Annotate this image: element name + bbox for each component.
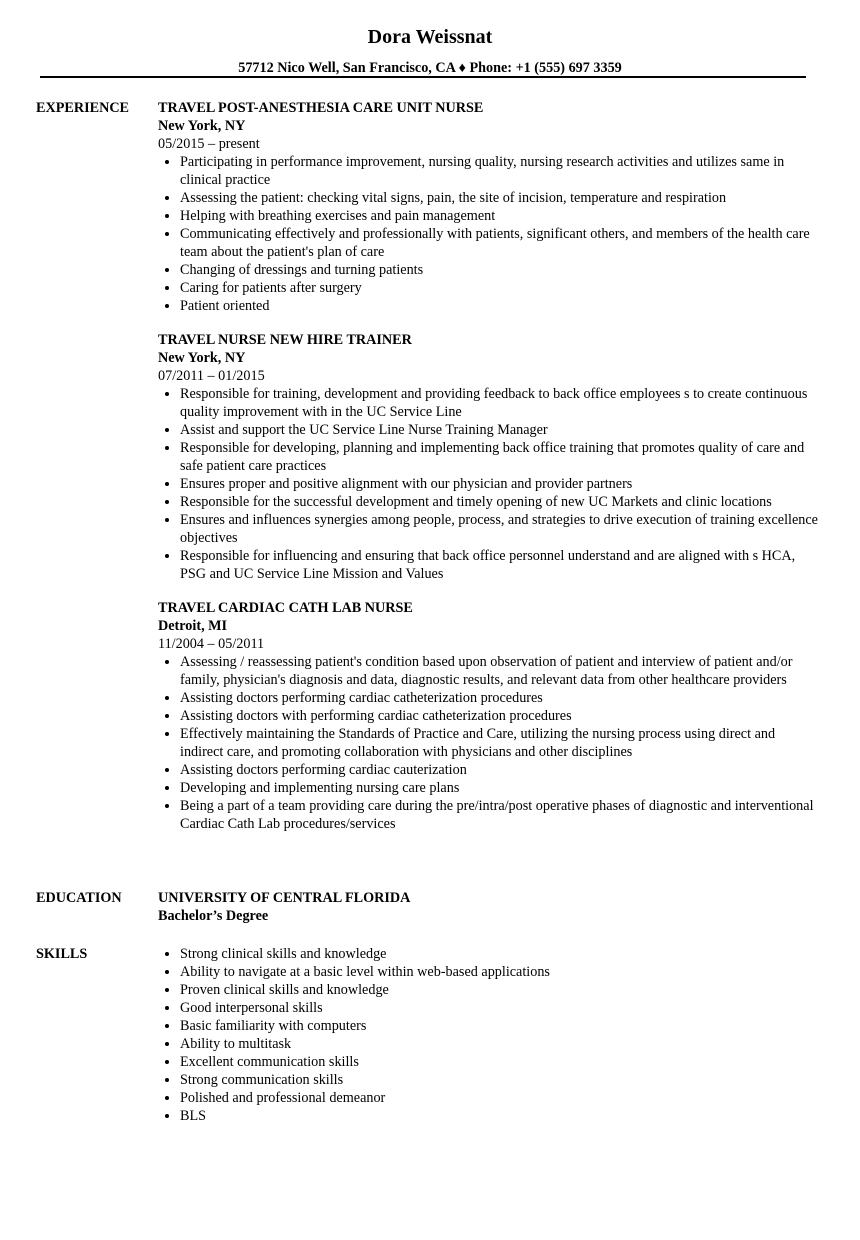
job-entry [158, 599, 818, 833]
contact-line [0, 59, 860, 77]
job-title: TRAVEL NURSE NEW HIRE TRAINER [158, 332, 412, 348]
list-item: Assist and support the UC Service Line Nurse Training Manager [180, 421, 818, 439]
list-item: Excellent communication skills [180, 1053, 818, 1071]
job-bullets [158, 385, 818, 583]
job-dates: 07/2011 – 01/2015 [158, 368, 265, 384]
list-item: Assessing the patient: checking vital signs, pain, the site of incision, temperature and respiration [180, 189, 818, 207]
job-entry [158, 99, 818, 315]
list-item: Effectively maintaining the Standards of Practice and Care, utilizing the nursing process using direct and indirect care, and promoting collaboration with physicians and other disciplines [180, 725, 818, 761]
diamond-separator-icon: ♦ [458, 60, 466, 76]
education-body [158, 889, 818, 925]
list-item: Helping with breathing exercises and pain management [180, 207, 818, 225]
list-item: Responsible for the successful development and timely opening of new UC Markets and clinic locations [180, 493, 818, 511]
job-dates: 11/2004 – 05/2011 [158, 636, 265, 652]
skills-body [158, 945, 818, 1125]
list-item: Being a part of a team providing care during the pre/intra/post operative phases of diagnostic and interventional Cardiac Cath Lab procedures/services [180, 797, 818, 833]
job-bullets [158, 153, 818, 315]
section-label-education: EDUCATION [36, 890, 122, 906]
job-location: Detroit, MI [158, 618, 228, 634]
job-entry [158, 331, 818, 583]
degree: Bachelor’s Degree [158, 908, 269, 924]
job-title: TRAVEL POST-ANESTHESIA CARE UNIT NURSE [158, 100, 484, 116]
job-location: New York, NY [158, 118, 246, 134]
job-bullets [158, 653, 818, 833]
list-item: Proven clinical skills and knowledge [180, 981, 818, 999]
list-item: Ensures and influences synergies among people, process, and strategies to drive execution of training excellence objectives [180, 512, 818, 546]
candidate-name: Dora Weissnat [367, 26, 493, 48]
list-item: Caring for patients after surgery [180, 279, 818, 297]
list-item: Assisting doctors performing cardiac cauterization [180, 761, 818, 779]
list-item: Ability to navigate at a basic level within web-based applications [180, 963, 818, 981]
list-item: Polished and professional demeanor [180, 1089, 818, 1107]
list-item: Assisting doctors performing cardiac catheterization procedures [180, 689, 818, 707]
header-divider [40, 76, 806, 78]
list-item: Developing and implementing nursing care plans [180, 779, 818, 797]
list-item: BLS [180, 1107, 818, 1125]
list-item: Good interpersonal skills [180, 999, 818, 1017]
address: 57712 Nico Well, San Francisco, CA [238, 60, 456, 76]
list-item: Responsible for training, development and providing feedback to back office employees s to create continuous quality improvement with in the UC Service Line [180, 385, 818, 421]
list-item: Responsible for developing, planning and implementing back office training that promotes quality of care and safe patient care practices [180, 439, 818, 475]
list-item: Communicating effectively and professionally with patients, significant others, and members of the health care team about the patient's plan of care [180, 225, 818, 261]
experience-body [158, 99, 818, 849]
list-item: Ensures proper and positive alignment with our physician and provider partners [180, 475, 818, 493]
section-label-experience: EXPERIENCE [36, 100, 130, 116]
section-label-skills: SKILLS [36, 946, 88, 962]
list-item: Strong clinical skills and knowledge [180, 945, 818, 963]
list-item: Responsible for influencing and ensuring that back office personnel understand and are aligned with s HCA, PSG and UC Service Line Mission and Values [180, 547, 818, 583]
list-item: Assessing / reassessing patient's condition based upon observation of patient and interview of patient and/or family, physician's diagnosis and data, diagnostic results, and relevant data from other healthcare providers [180, 653, 818, 689]
list-item: Changing of dressings and turning patients [180, 261, 818, 279]
list-item: Participating in performance improvement, nursing quality, nursing research activities and utilizes same in clinical practice [180, 153, 818, 189]
school-name: UNIVERSITY OF CENTRAL FLORIDA [158, 890, 411, 906]
job-title: TRAVEL CARDIAC CATH LAB NURSE [158, 600, 413, 616]
job-dates: 05/2015 – present [158, 136, 260, 152]
job-location: New York, NY [158, 350, 246, 366]
list-item: Patient oriented [180, 297, 818, 315]
resume-header [0, 24, 860, 77]
list-item: Assisting doctors with performing cardiac catheterization procedures [180, 707, 818, 725]
list-item: Basic familiarity with computers [180, 1017, 818, 1035]
list-item: Strong communication skills [180, 1071, 818, 1089]
list-item: Ability to multitask [180, 1035, 818, 1053]
phone: Phone: +1 (555) 697 3359 [469, 60, 622, 76]
skills-list [158, 945, 818, 1125]
